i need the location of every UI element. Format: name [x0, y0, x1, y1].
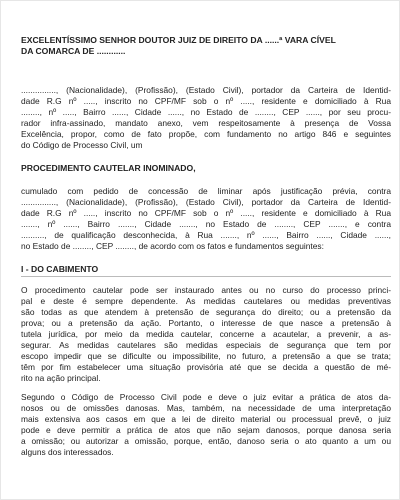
- section-divider: [21, 276, 391, 277]
- parties-line: cumulado com pedido de concessão de liminar após justificação prévia, contra: [21, 186, 391, 196]
- intro-line: rador infra-assinado, mandato anexo, vem respeitosamente à presença de Vossa: [21, 118, 391, 128]
- section-paragraph-2: [21, 392, 391, 458]
- parties-paragraph: [21, 186, 391, 252]
- paragraph-line: pal e deste é sempre dependente. As medidas cautelares ou medidas preventivas: [21, 296, 391, 306]
- section-heading: I - DO CABIMENTO: [21, 264, 99, 274]
- parties-line: ......., nº ......, Bairro ......., Cidade ......., no Estado de ........, CEP ......., e contra: [21, 219, 391, 229]
- parties-line: dade R.G nº ....., inscrito no CPF/MF sob o nº ....., residente e domiciliado à Rua: [21, 208, 391, 218]
- intro-line: Excelência, propor, como de fato propõe, com fundamento no artigo 846 e seguintes: [21, 129, 391, 139]
- paragraph-line: escopo impedir que se dificulte ou impossibilite, no futuro, a pretensão a que se trata;: [21, 351, 391, 361]
- paragraph-line: Segundo o Código de Processo Civil pode e deve o juiz evitar a prática de atos da-: [21, 392, 391, 402]
- paragraph-line: têm por fim estabelecer uma situação provisória até que se decida a questão de mé-: [21, 362, 391, 372]
- section-paragraph-1: [21, 285, 391, 384]
- parties-line: .........., de qualificação desconhecida, à Rua ......., nº ......, Bairro ......, Cidade ......,: [21, 230, 391, 240]
- procedure-title: PROCEDIMENTO CAUTELAR INOMINADO,: [21, 163, 196, 173]
- intro-line: ..............., (Nacionalidade), (Profissão), (Estado Civil), portador da Carteira de Identid-: [21, 85, 391, 95]
- intro-paragraph: [21, 85, 391, 151]
- paragraph-line: tutela jurídica, por meio da medida cautelar, concerne a acautelar, a prevenir, a as-: [21, 329, 391, 339]
- paragraph-line: a omissão; ou autorizar a omissão, porque, então, danoso seria o ato quanto a um ou: [21, 436, 391, 446]
- paragraph-line: rito na ação principal.: [21, 373, 101, 383]
- header-line-1: EXCELENTÍSSIMO SENHOR DOUTOR JUIZ DE DIREITO DA ......ª VARA CÍVEL: [21, 35, 336, 45]
- intro-line: dade R.G nº ....., inscrito no CPF/MF sob o nº ....., residente e domiciliado à Rua: [21, 96, 391, 106]
- paragraph-line: nosos ou de omissões danosas. Mas, também, na necessidade de uma interpretação: [21, 403, 391, 413]
- paragraph-line: prova; ou a pretensão da ação. Portanto, o interesse de que nasce a pretensão à: [21, 318, 391, 328]
- parties-line: ..............., (Nacionalidade), (Profissão), (Estado Civil), portador da Carteira de Identid-: [21, 197, 391, 207]
- paragraph-line: pode e deve permitir a prática de atos que não sejam danosos, porque danosa seria: [21, 425, 391, 435]
- paragraph-line: são todas as que atendem à pretensão de segurança do direito; ou a pretensão da: [21, 307, 391, 317]
- paragraph-line: mais extensiva aos casos em que a lei de direito material ou processual prevê, o juiz: [21, 414, 391, 424]
- parties-line: no Estado de ........, CEP ........, de acordo com os fatos e fundamentos seguintes:: [21, 241, 324, 251]
- intro-line: ........, nº ....., Bairro ......, Cidade ......, no Estado de ........, CEP ......, por seu procu-: [21, 107, 391, 117]
- paragraph-line: O procedimento cautelar pode ser instaurado antes ou no curso do processo princi-: [21, 285, 391, 295]
- intro-line: do Código de Processo Civil, um: [21, 140, 143, 150]
- document-header: [21, 35, 391, 57]
- paragraph-line: alguns dos interessados.: [21, 447, 114, 457]
- header-line-2: DA COMARCA DE ............: [21, 46, 126, 56]
- paragraph-line: segurar. As medidas cautelares são medidas especiais de segurança que tem por: [21, 340, 391, 350]
